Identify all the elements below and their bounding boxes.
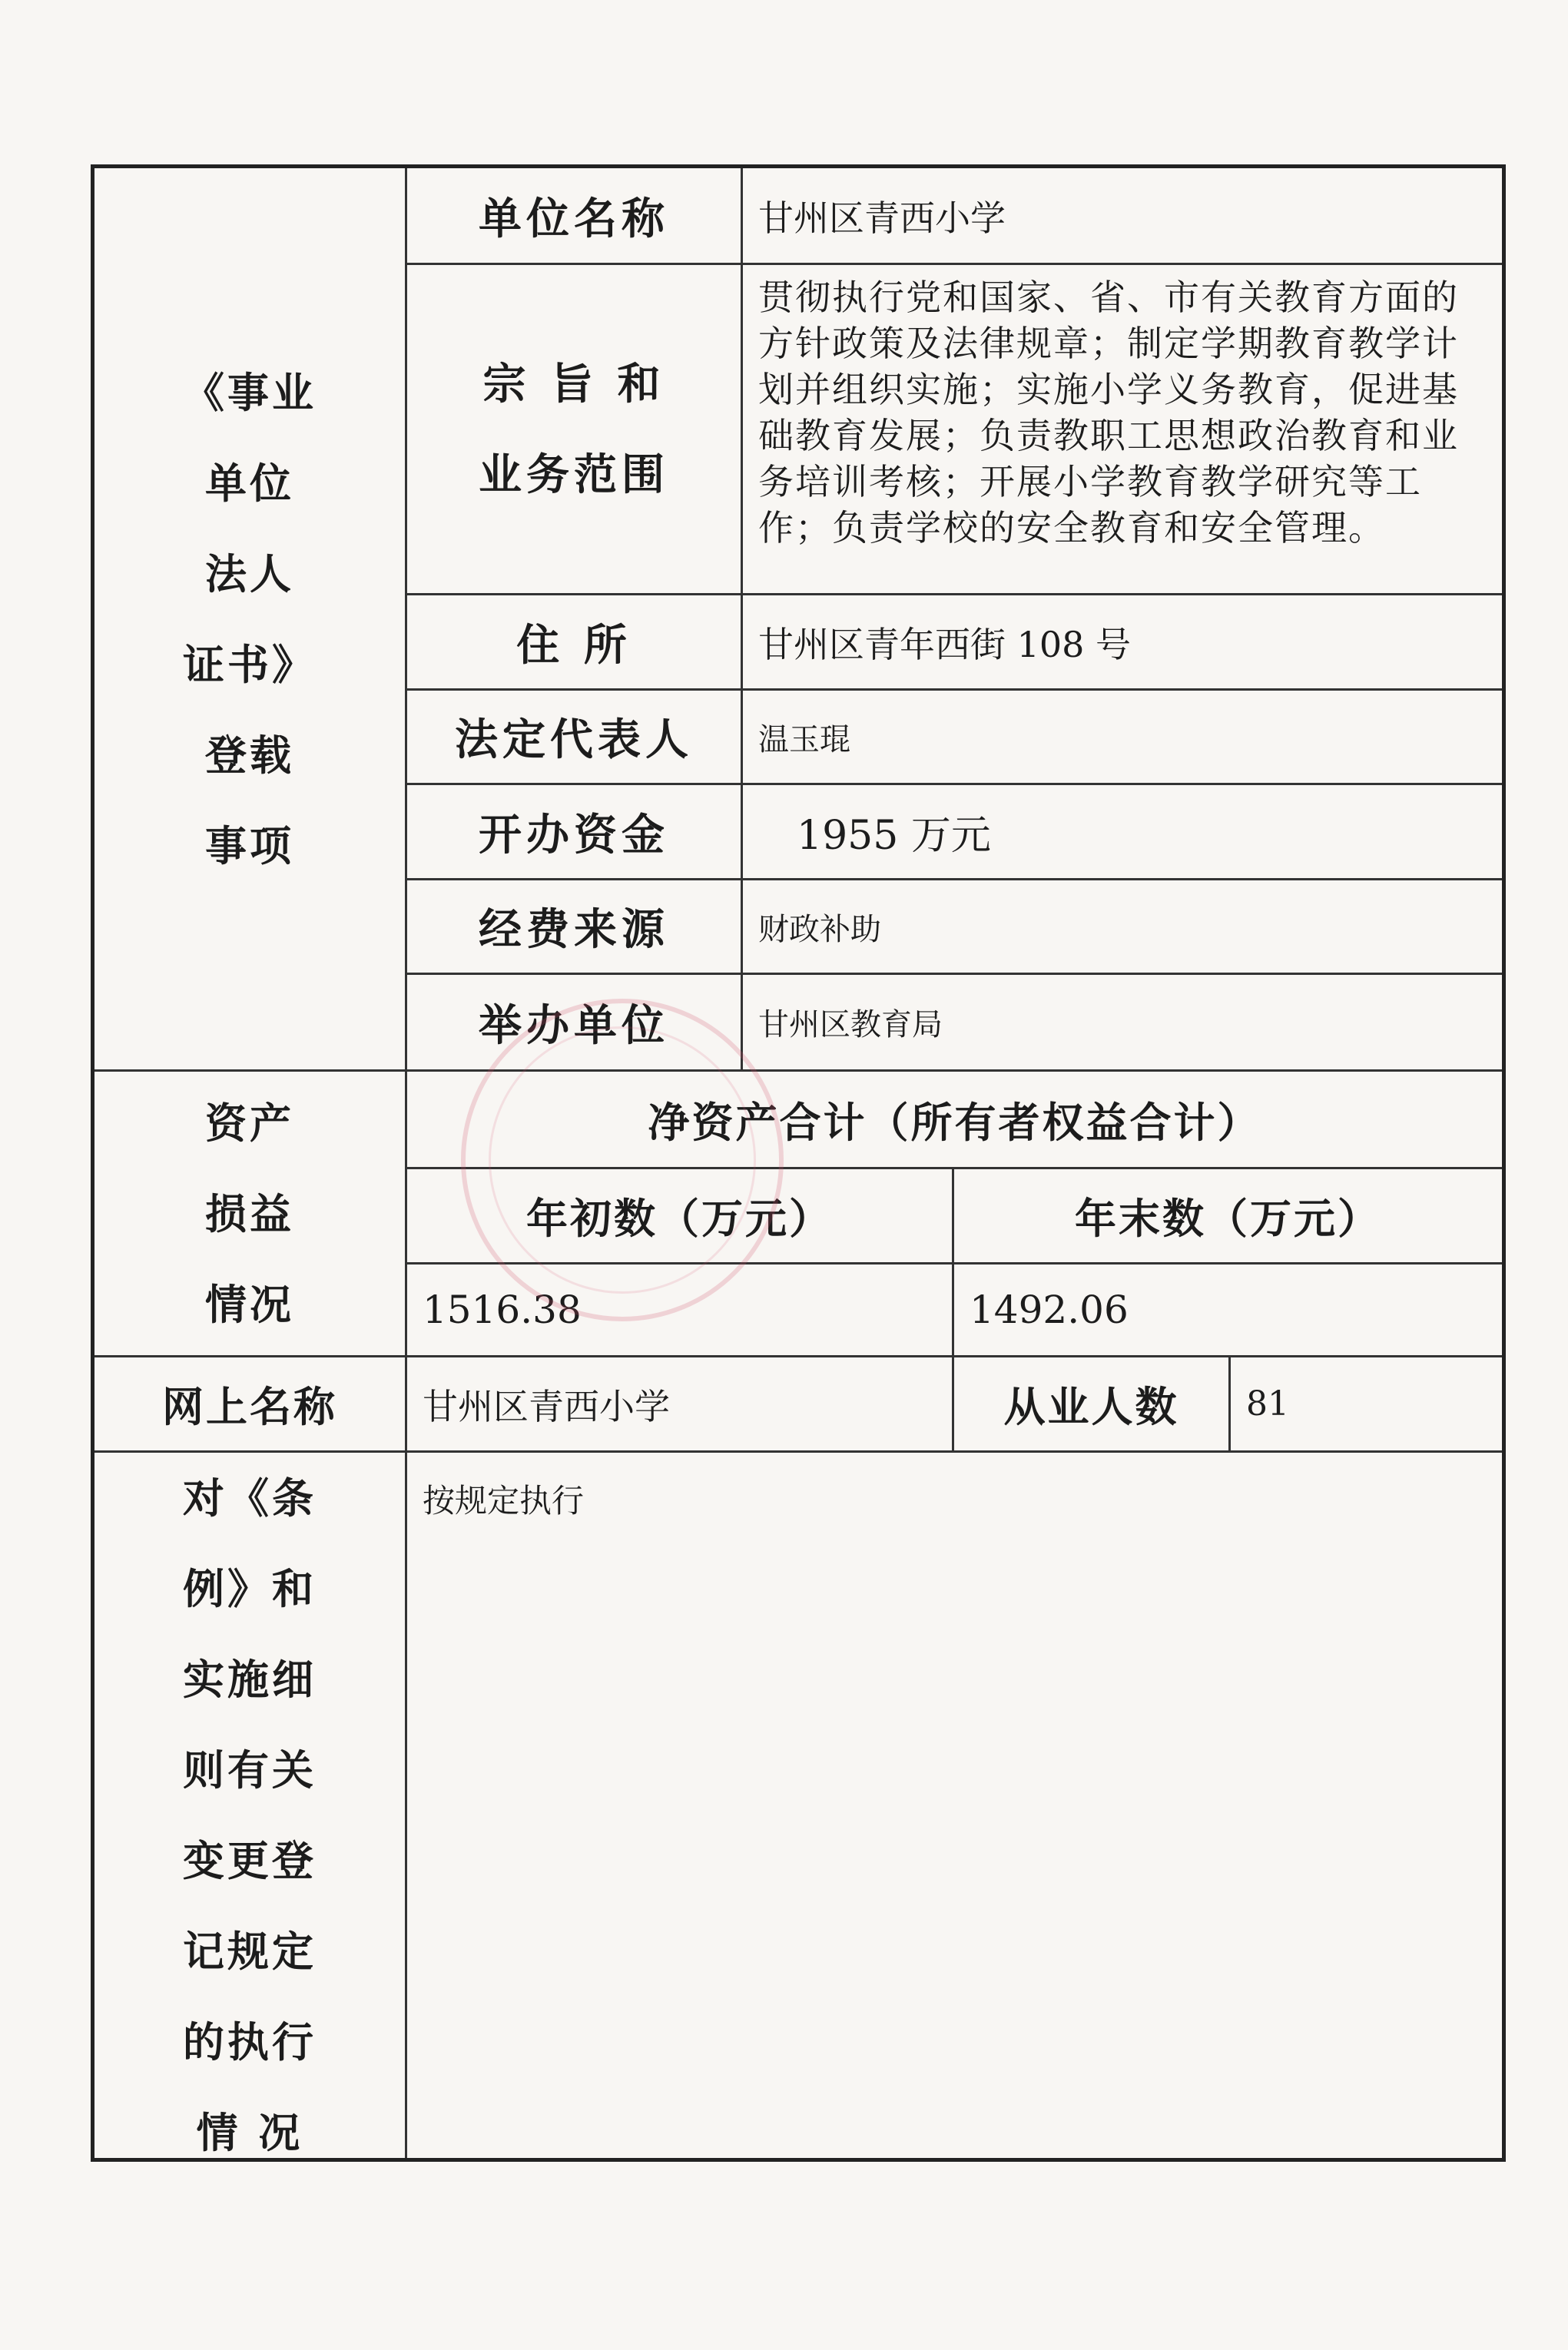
- section-label-line: 资产: [205, 1098, 294, 1148]
- assets-section-label: [94, 1072, 407, 1357]
- purpose-scope-label-line: 宗 旨 和: [482, 358, 665, 409]
- legal-representative-label: 法定代表人: [407, 691, 743, 785]
- staff-count-label: 从业人数: [954, 1357, 1231, 1453]
- section-label-line: 的执行: [183, 2017, 317, 2067]
- section-label-line: 对《条: [183, 1473, 317, 1523]
- section-label-line: 情况: [205, 1279, 294, 1329]
- net-assets-header: 净资产合计（所有者权益合计）: [407, 1072, 1502, 1169]
- section-label-line: 情 况: [196, 2108, 303, 2157]
- purpose-scope-label-line: 业务范围: [479, 449, 669, 500]
- compliance-value: 按规定执行: [423, 1482, 585, 1520]
- purpose-scope-value: 贯彻执行党和国家、省、市有关教育方面的方针政策及法律规章；制定学期教育教学计划并组织实施；实施小学义务教育，促进基础教育发展；负责教职工思想政治教育和业务培训考核；开展小学教育教学研究等工作；负责学校的安全教育和安全管理。: [743, 265, 1502, 595]
- unit-name-label: 单位名称: [407, 168, 743, 265]
- purpose-scope-label: [407, 265, 743, 595]
- address-value: 甘州区青年西街 108 号: [743, 595, 1502, 691]
- registered-capital-label: 开办资金: [407, 785, 743, 880]
- section-label-line: 《事业: [183, 367, 317, 417]
- section-label-line: 证书》: [183, 639, 317, 689]
- section-label-line: 单位: [205, 458, 294, 508]
- compliance-section-label: [94, 1453, 407, 2158]
- address-label: 住 所: [407, 595, 743, 691]
- section-label-line: 例》和: [183, 1564, 317, 1613]
- section-label-line: 则有关: [183, 1745, 317, 1795]
- registration-form-table: [91, 164, 1506, 2162]
- year-end-value: 1492.06: [954, 1264, 1502, 1357]
- registration-section-label: [94, 168, 407, 1072]
- section-label-line: 登载: [205, 730, 294, 780]
- funding-source-label: 经费来源: [407, 880, 743, 975]
- sponsor-unit-label: 举办单位: [407, 975, 743, 1072]
- section-label-line: 损益: [205, 1188, 294, 1238]
- online-name-label: 网上名称: [94, 1357, 407, 1453]
- section-label-line: 记规定: [183, 1927, 317, 1976]
- section-label-line: 法人: [205, 549, 294, 598]
- registered-capital-value: 1955 万元: [743, 785, 1502, 880]
- year-end-label: 年末数（万元）: [954, 1169, 1502, 1264]
- sponsor-unit-value: 甘州区教育局: [743, 975, 1502, 1072]
- section-label-line: 实施细: [183, 1655, 317, 1704]
- funding-source-value: 财政补助: [743, 880, 1502, 975]
- staff-count-value: 81: [1231, 1357, 1502, 1453]
- year-begin-value: 1516.38: [407, 1264, 954, 1357]
- year-begin-label: 年初数（万元）: [407, 1169, 954, 1264]
- online-name-value: 甘州区青西小学: [407, 1357, 954, 1453]
- section-label-line: 事项: [205, 820, 294, 870]
- unit-name-value: 甘州区青西小学: [743, 168, 1502, 265]
- legal-representative-value: 温玉琨: [743, 691, 1502, 785]
- section-label-line: 变更登: [183, 1836, 317, 1885]
